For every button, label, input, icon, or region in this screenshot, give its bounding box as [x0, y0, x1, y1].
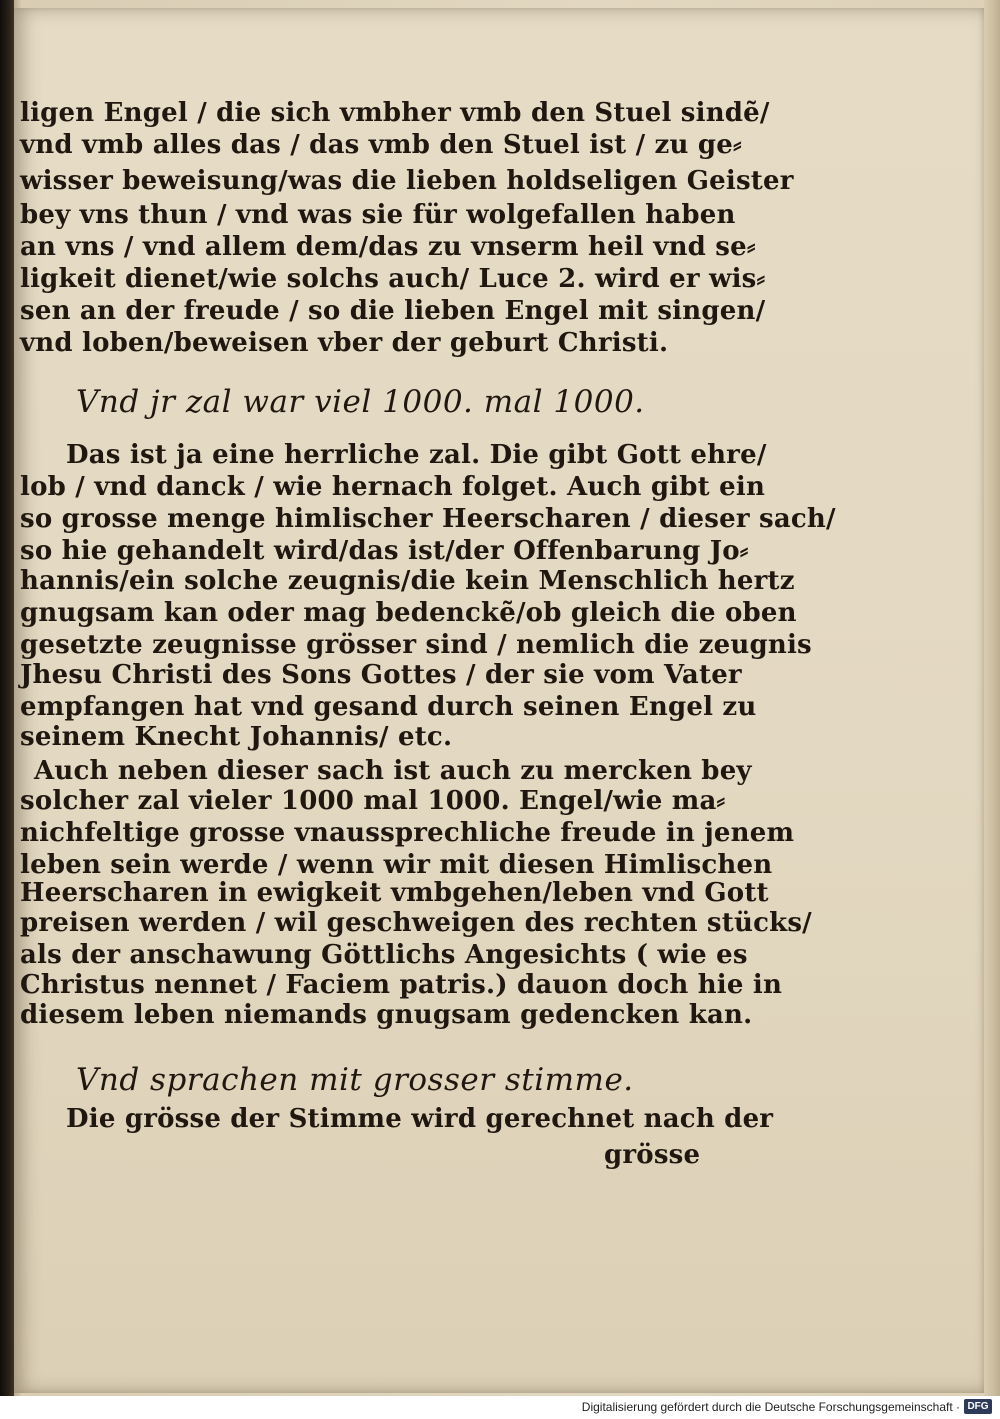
- text-line: Auch neben dieser sach ist auch zu mercken bey: [34, 756, 752, 786]
- catchword: grösse: [604, 1140, 701, 1170]
- text-line: hannis/ein solche zeugnis/die kein Menschlich hertz: [20, 566, 795, 596]
- text-line: ligen Engel / die sich vmbher vmb den Stuel sindẽ/: [20, 98, 770, 128]
- text-line: Die grösse der Stimme wird gerechnet nach der: [66, 1104, 774, 1134]
- text-line: Jhesu Christi des Sons Gottes / der sie vom Vater: [20, 660, 742, 690]
- digitization-credit: Digitalisierung gefördert durch die Deutsche Forschungsgemeinschaft ·: [581, 1400, 960, 1414]
- text-line: ligkeit dienet/wie solchs auch/ Luce 2. wird er wis⸗: [20, 264, 766, 294]
- text-line: diesem leben niemands gnugsam gedencken kan.: [20, 1000, 753, 1030]
- text-line: sen an der freude / so die lieben Engel mit singen/: [20, 296, 766, 326]
- text-line: gnugsam kan oder mag bedenckẽ/ob gleich die oben: [20, 598, 797, 628]
- text-line: als der anschawung Göttlichs Angesichts ( wie es: [20, 940, 748, 970]
- text-line: lob / vnd danck / wie hernach folget. Auch gibt ein: [20, 472, 766, 502]
- text-line: Das ist ja eine herrliche zal. Die gibt Gott ehre/: [66, 440, 767, 470]
- text-line: empfangen hat vnd gesand durch seinen Engel zu: [20, 692, 757, 722]
- text-line: gesetzte zeugnisse grösser sind / nemlich die zeugnis: [20, 630, 812, 660]
- text-line: leben sein werde / wenn wir mit diesen Himlischen: [20, 850, 773, 880]
- text-line: solcher zal vieler 1000 mal 1000. Engel/wie ma⸗: [20, 786, 726, 816]
- text-line: so grosse menge himlischer Heerscharen / dieser sach/: [20, 504, 836, 534]
- section-heading: Vnd jr zal war viel 1000. mal 1000.: [76, 384, 645, 420]
- text-line: Heerscharen in ewigkeit vmbgehen/leben vnd Gott: [20, 878, 769, 908]
- text-line: wisser beweisung/was die lieben holdseligen Geister: [20, 166, 794, 196]
- text-line: seinem Knecht Johannis/ etc.: [20, 722, 453, 752]
- section-heading: Vnd sprachen mit grosser stimme.: [76, 1062, 634, 1098]
- book-spine-edge: [0, 0, 14, 1396]
- text-line: nichfeltige grosse vnaussprechliche freude in jenem: [20, 818, 795, 848]
- text-line: bey vns thun / vnd was sie für wolgefallen haben: [20, 200, 736, 230]
- page-right-edge: [984, 0, 1000, 1396]
- text-line: vnd loben/beweisen vber der geburt Christi.: [20, 328, 669, 358]
- dfg-logo: DFG: [964, 1399, 992, 1414]
- text-line: Christus nennet / Faciem patris.) dauon doch hie in: [20, 970, 783, 1000]
- text-line: so hie gehandelt wird/das ist/der Offenbarung Jo⸗: [20, 536, 749, 566]
- text-line: preisen werden / wil geschweigen des rechten stücks/: [20, 908, 812, 938]
- text-line: vnd vmb alles das / das vmb den Stuel ist / zu ge⸗: [20, 130, 742, 160]
- text-line: an vns / vnd allem dem/das zu vnserm heil vnd se⸗: [20, 232, 756, 262]
